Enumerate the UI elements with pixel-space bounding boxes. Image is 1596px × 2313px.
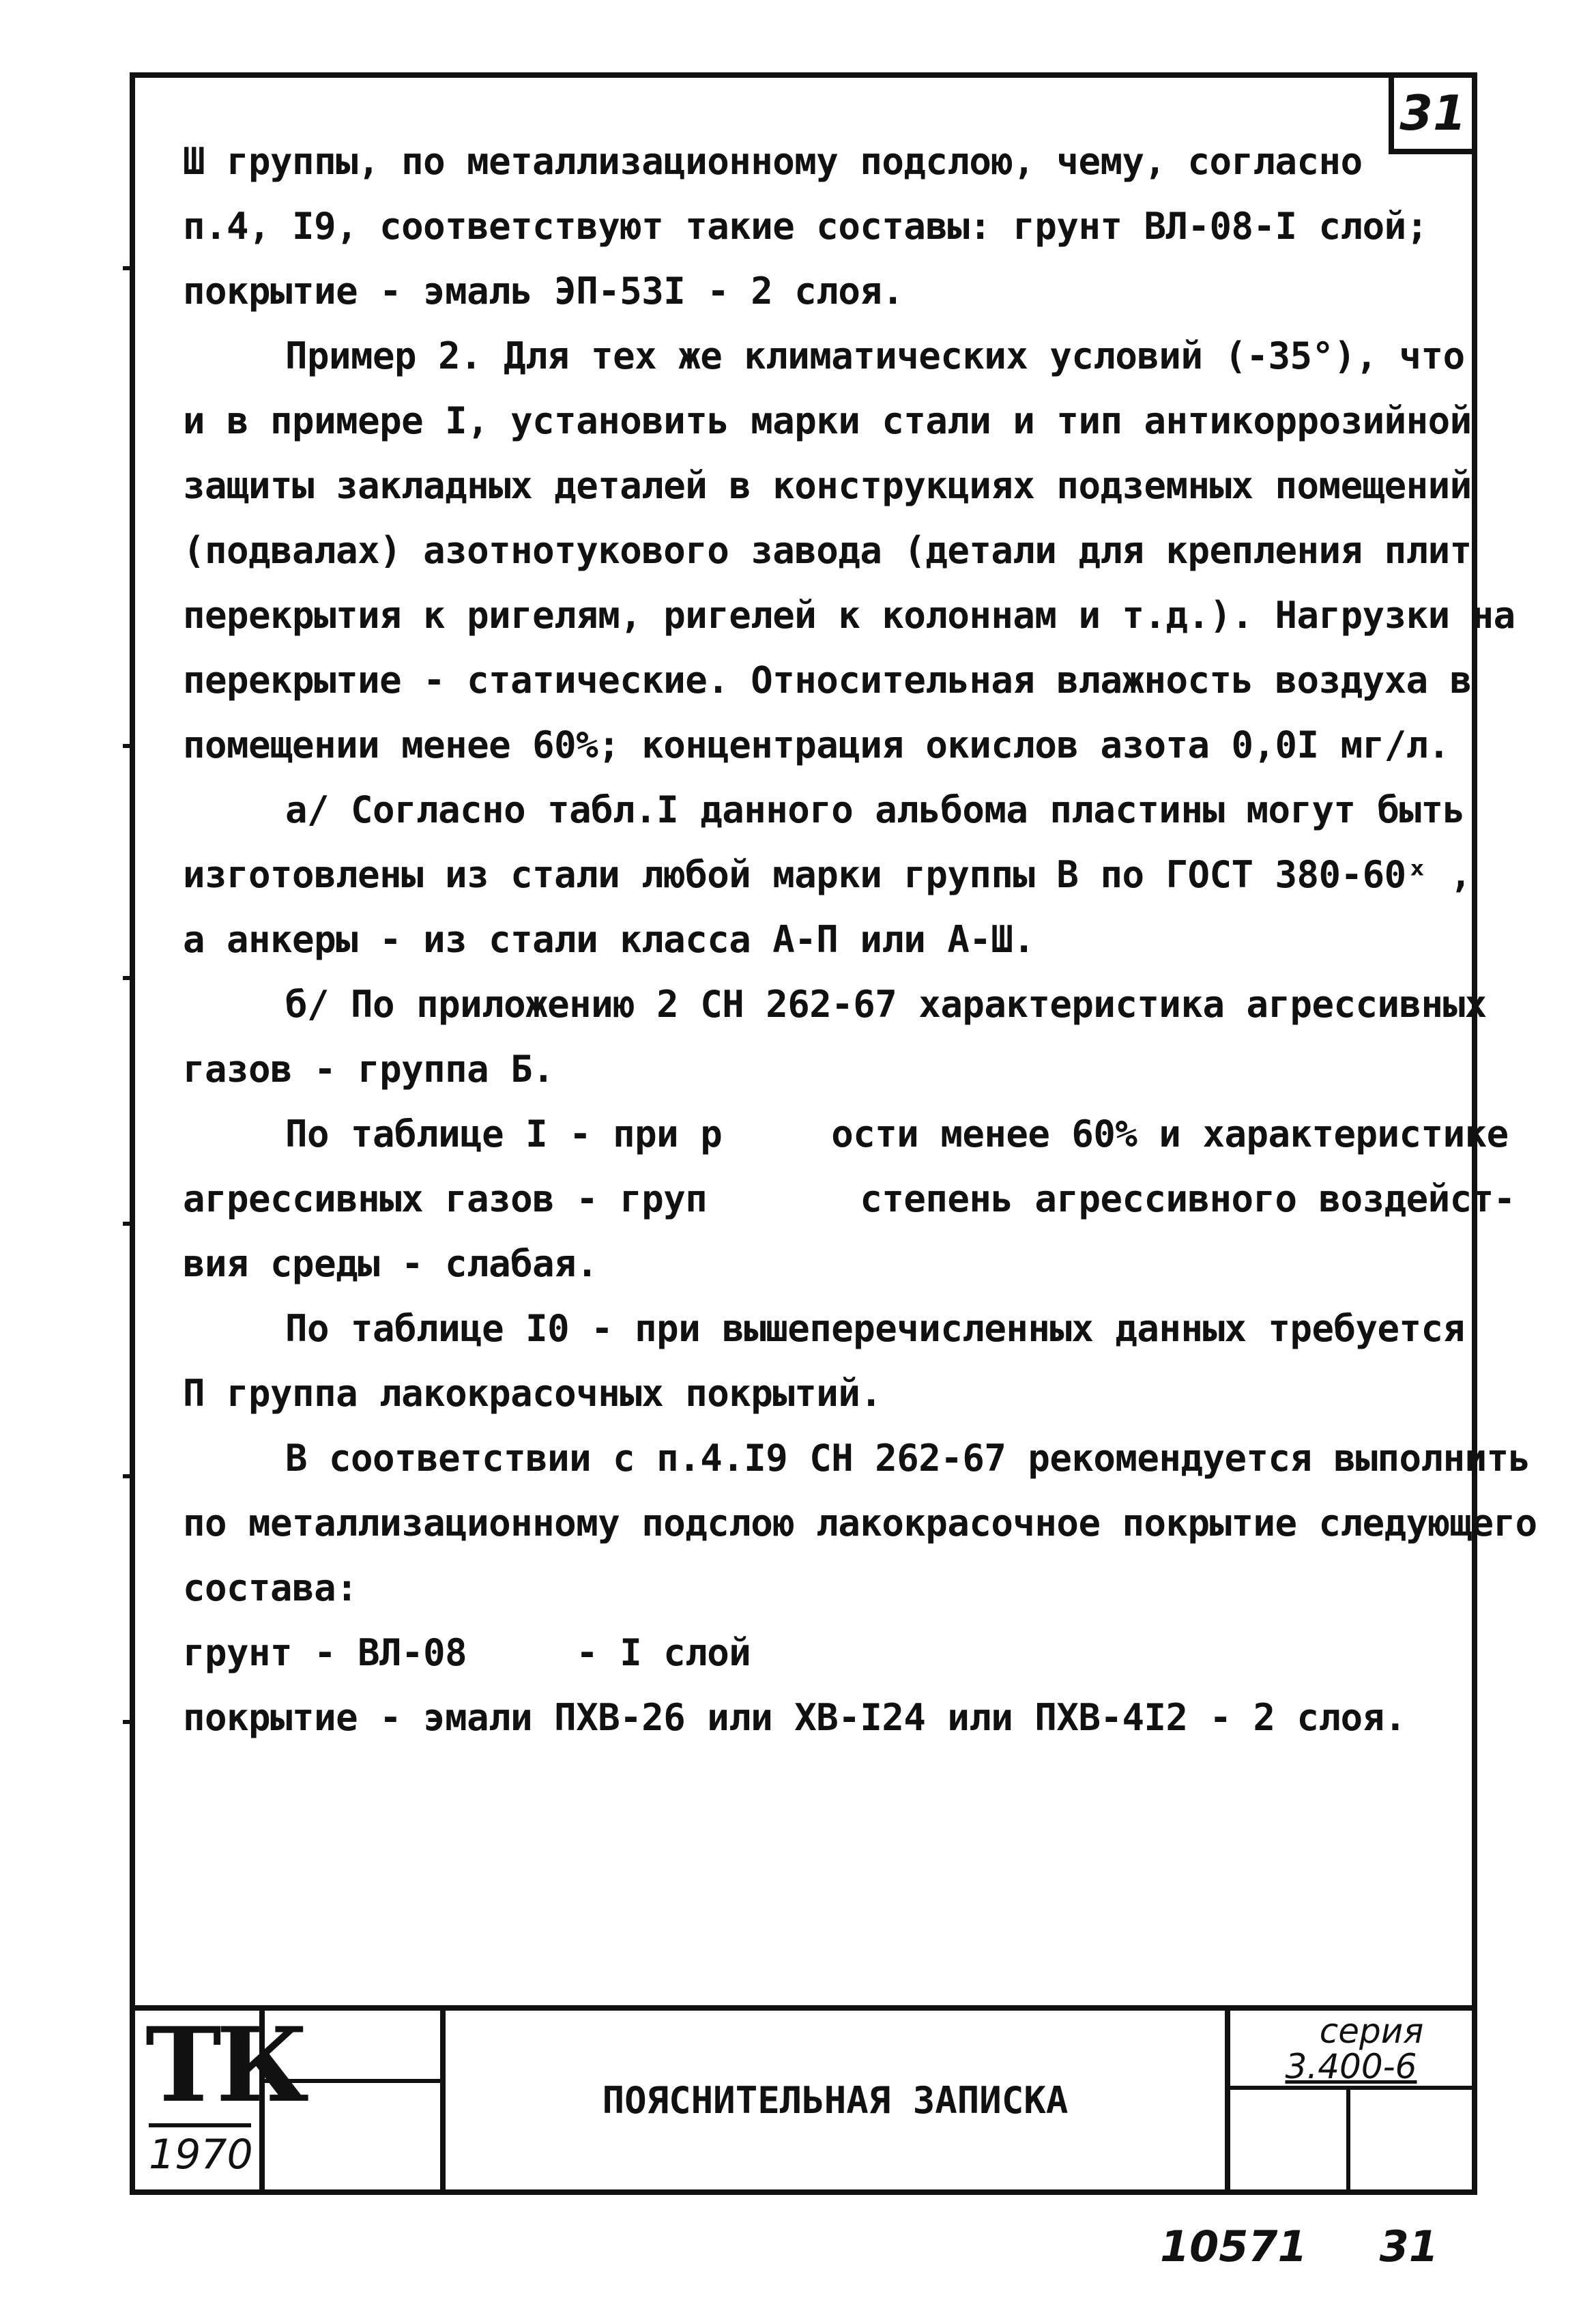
series-label: серия [1319, 2011, 1424, 2051]
text-line: по металлизационному подслою лакокрасочное покрытие следующего [183, 1502, 1537, 1545]
text-line: вия среды - слабая. [183, 1242, 598, 1285]
inventory-number: 10571 [1160, 2222, 1307, 2271]
document-title-cell [446, 2011, 1230, 2189]
series-number: 3.400-6 [1285, 2047, 1417, 2086]
text-line: перекрытие - статические. Относительная влажность воздуха в [183, 659, 1472, 702]
page-number: 31 [1399, 85, 1466, 141]
text-line: По таблице I0 - при вышеперечисленных данных требуется [285, 1307, 1465, 1350]
stamp-year: 1970 [149, 2123, 251, 2179]
text-line: Ш группы, по металлизационному подслою, чему, согласно [183, 140, 1363, 183]
text-line: П группа лакокрасочных покрытий. [183, 1372, 882, 1415]
title-block [135, 2005, 1472, 2189]
text-line: агрессивных газов - груп степень агрессивного воздейст- [183, 1177, 1515, 1220]
document-sheet [130, 72, 1537, 2195]
text-line: покрытие - эмаль ЭП-53I - 2 слоя. [183, 270, 904, 313]
text-line: а анкеры - из стали класса А-П или А-Ш. [183, 918, 1035, 961]
document-title: ПОЯСНИТЕЛЬНАЯ ЗАПИСКА [602, 2078, 1069, 2122]
text-line: В соответствии с п.4.I9 СН 262-67 рекомендуется выполнить [285, 1437, 1530, 1480]
text-line: б/ По приложению 2 СН 262-67 характеристика агрессивных [285, 983, 1487, 1026]
text-line: перекрытия к ригелям, ригелей к колоннам и т.д.). Нагрузки на [183, 594, 1515, 637]
sheet-number: 31 [1379, 2222, 1438, 2271]
text-line: состава: [183, 1566, 358, 1609]
page-number-box [1389, 72, 1477, 154]
text-line: а/ Согласно табл.I данного альбома пластины могут быть [285, 788, 1465, 831]
cell-divider [265, 2079, 440, 2083]
text-line: защиты закладных деталей в конструкциях подземных помещений [183, 464, 1472, 507]
text-line: изготовлены из стали любой марки группы В по ГОСТ 380-60ˣ , [183, 853, 1472, 896]
cell-divider [1346, 2086, 1350, 2189]
tk-stamp [135, 2005, 304, 2189]
text-line: (подвалах) азотнотукового завода (детали для крепления плит [183, 529, 1472, 572]
text-line: Пример 2. Для тех же климатических условий (-35°), что [285, 334, 1465, 377]
text-line: грунт - ВЛ-08 - I слой [183, 1631, 751, 1674]
footer-numbers [1160, 2222, 1438, 2271]
text-line: газов - группа Б. [183, 1048, 555, 1091]
text-line: помещении менее 60%; концентрация окислов азота 0,0I мг/л. [183, 723, 1450, 766]
text-line: По таблице I - при р ости менее 60% и характеристике [285, 1112, 1509, 1155]
text-line: п.4, I9, соответствуют такие составы: грунт ВЛ-08-I слой; [183, 205, 1428, 248]
tk-logo: ТК [145, 2005, 304, 2125]
text-line: и в примере I, установить марки стали и тип антикоррозийной [183, 399, 1472, 442]
text-line: покрытие - эмали ПХВ-26 или ХВ-I24 или ПХВ-4I2 - 2 слоя. [183, 1696, 1406, 1739]
series-cell [1230, 2011, 1472, 2189]
document-body [183, 129, 1537, 1750]
title-block-empty-cells [265, 2011, 446, 2189]
series-box [1230, 2011, 1472, 2090]
